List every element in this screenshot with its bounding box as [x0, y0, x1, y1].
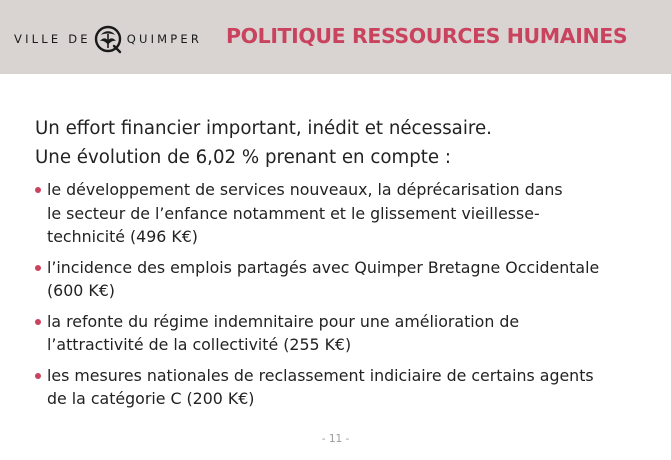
bullet-line: la refonte du régime indemnitaire pour une amélioration de [47, 311, 520, 331]
lead-line-2: Une évolution de 6,02 % prenant en compte : [35, 147, 451, 168]
bullet-line: l’incidence des emplois partagés avec Quimper Bretagne Occidentale [47, 257, 600, 277]
list-item [35, 364, 655, 411]
list-item [35, 310, 655, 357]
list-item [35, 178, 655, 249]
bullet-line: l’attractivité de la collectivité (255 K€) [47, 335, 352, 354]
list-item [35, 256, 655, 303]
city-logo [14, 22, 202, 56]
bullet-dot-icon [35, 265, 41, 271]
lead-line-1: Un effort financier important, inédit et nécessaire. [35, 118, 492, 139]
bullet-line: les mesures nationales de reclassement indiciaire de certains agents [47, 365, 594, 385]
bullet-line: le développement de services nouveaux, la déprécarisation dans [47, 180, 563, 199]
logo-text-right: QUIMPER [126, 32, 203, 46]
slide-title: POLITIQUE RESSOURCES HUMAINES [226, 24, 628, 48]
bullet-line: le secteur de l’enfance notamment et le glissement vieillesse- [47, 203, 540, 223]
quimper-emblem-icon [93, 24, 123, 54]
bullet-line: technicité (496 K€) [47, 227, 198, 246]
bullet-line: (600 K€) [47, 281, 115, 300]
bullet-dot-icon [35, 319, 41, 325]
bullet-dot-icon [35, 187, 41, 193]
header-bar [0, 0, 671, 74]
slide-content [35, 114, 655, 418]
bullet-list [35, 178, 655, 411]
logo-text-left: VILLE DE [14, 32, 91, 46]
page-number: - 11 - [321, 433, 350, 445]
bullet-line: de la catégorie C (200 K€) [47, 389, 255, 408]
bullet-dot-icon [35, 373, 41, 379]
